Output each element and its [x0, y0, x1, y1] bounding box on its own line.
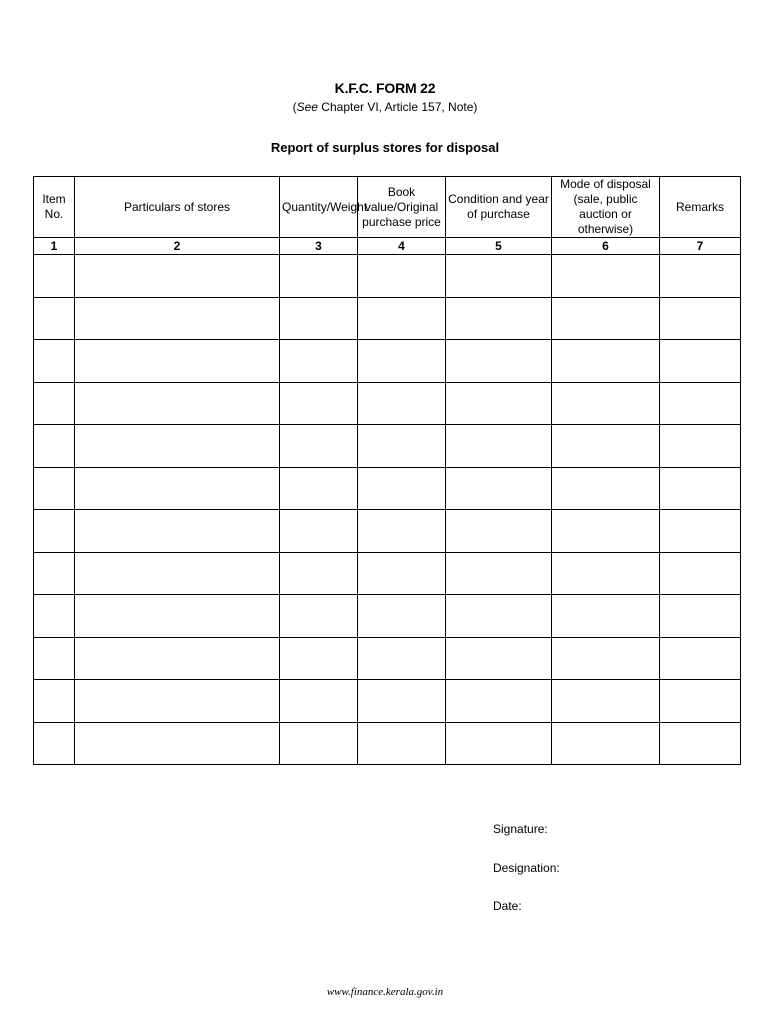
table-row [34, 255, 741, 298]
table-cell[interactable] [660, 382, 741, 425]
table-cell[interactable] [552, 340, 660, 383]
table-cell[interactable] [552, 637, 660, 680]
table-cell[interactable] [552, 510, 660, 553]
table-cell[interactable] [280, 637, 358, 680]
table-cell[interactable] [446, 340, 552, 383]
table-cell[interactable] [34, 297, 75, 340]
table-cell[interactable] [446, 297, 552, 340]
table-cell[interactable] [358, 637, 446, 680]
table-cell[interactable] [358, 297, 446, 340]
table-cell[interactable] [75, 467, 280, 510]
table-cell[interactable] [358, 510, 446, 553]
table-cell[interactable] [552, 595, 660, 638]
header-row [34, 177, 741, 238]
table-cell[interactable] [75, 340, 280, 383]
table-cell[interactable] [34, 552, 75, 595]
table-cell[interactable] [34, 425, 75, 468]
footer-url: www.finance.kerala.gov.in [326, 986, 444, 998]
table-cell[interactable] [34, 467, 75, 510]
table-cell[interactable] [75, 722, 280, 765]
table-row [34, 637, 741, 680]
table-row [34, 340, 741, 383]
table-cell[interactable] [552, 382, 660, 425]
table-cell[interactable] [660, 552, 741, 595]
table-cell[interactable] [446, 722, 552, 765]
table-cell[interactable] [280, 552, 358, 595]
table-cell[interactable] [552, 425, 660, 468]
table-cell[interactable] [34, 680, 75, 723]
surplus-stores-table [33, 176, 741, 765]
column-number: 1 [34, 238, 75, 255]
table-cell[interactable] [75, 297, 280, 340]
form-reference [0, 100, 770, 114]
signature-block [493, 822, 560, 938]
table-cell[interactable] [34, 340, 75, 383]
table-cell[interactable] [552, 297, 660, 340]
table-cell[interactable] [75, 255, 280, 298]
header-book-value: Book value/Original purchase price [358, 177, 446, 238]
table-cell[interactable] [280, 382, 358, 425]
table-cell[interactable] [660, 297, 741, 340]
table-cell[interactable] [358, 340, 446, 383]
table-cell[interactable] [358, 425, 446, 468]
table-cell[interactable] [280, 595, 358, 638]
table-cell[interactable] [660, 340, 741, 383]
table-cell[interactable] [446, 552, 552, 595]
table-cell[interactable] [34, 510, 75, 553]
table-cell[interactable] [280, 255, 358, 298]
form-reference-rest: Chapter VI, Article 157, Note) [317, 100, 478, 114]
table-cell[interactable] [660, 680, 741, 723]
table-cell[interactable] [34, 595, 75, 638]
table-row [34, 297, 741, 340]
column-number: 5 [446, 238, 552, 255]
column-number: 7 [660, 238, 741, 255]
table-cell[interactable] [446, 425, 552, 468]
table-cell[interactable] [75, 382, 280, 425]
column-number: 2 [75, 238, 280, 255]
table-cell[interactable] [75, 425, 280, 468]
table-cell[interactable] [280, 467, 358, 510]
header-item-no: Item No. [34, 177, 75, 238]
table-cell[interactable] [280, 425, 358, 468]
table-cell[interactable] [34, 637, 75, 680]
table-cell[interactable] [446, 595, 552, 638]
table-row [34, 552, 741, 595]
table-cell[interactable] [446, 467, 552, 510]
table-cell[interactable] [660, 637, 741, 680]
table-cell[interactable] [75, 595, 280, 638]
table-cell[interactable] [358, 595, 446, 638]
table-cell[interactable] [660, 425, 741, 468]
column-number: 6 [552, 238, 660, 255]
table-cell[interactable] [358, 552, 446, 595]
header-condition: Condition and year of purchase [446, 177, 552, 238]
table-body [34, 255, 741, 765]
table-row [34, 467, 741, 510]
form-reference-see: See [296, 100, 318, 114]
table-cell[interactable] [34, 382, 75, 425]
table-cell[interactable] [280, 722, 358, 765]
header-remarks: Remarks [660, 177, 741, 238]
column-number: 3 [280, 238, 358, 255]
table-cell[interactable] [34, 255, 75, 298]
table-cell[interactable] [446, 255, 552, 298]
table-cell[interactable] [280, 297, 358, 340]
table-cell[interactable] [446, 637, 552, 680]
table-cell[interactable] [280, 510, 358, 553]
table-cell[interactable] [75, 637, 280, 680]
table-row [34, 425, 741, 468]
table-cell[interactable] [552, 255, 660, 298]
table-row [34, 722, 741, 765]
table-cell[interactable] [358, 467, 446, 510]
table-cell[interactable] [660, 255, 741, 298]
table-row [34, 510, 741, 553]
table-cell[interactable] [552, 722, 660, 765]
designation-label: Designation: [493, 860, 560, 875]
header-quantity: Quantity/Weight [280, 177, 358, 238]
table-cell[interactable] [358, 382, 446, 425]
header-mode-of-disposal: Mode of disposal (sale, public auction or otherwise) [552, 177, 660, 238]
table-cell[interactable] [446, 510, 552, 553]
header-particulars: Particulars of stores [75, 177, 280, 238]
table-cell[interactable] [358, 722, 446, 765]
table-cell[interactable] [660, 510, 741, 553]
table-row [34, 382, 741, 425]
table-cell[interactable] [75, 510, 280, 553]
table-cell[interactable] [446, 382, 552, 425]
column-number-row [34, 238, 741, 255]
table-cell[interactable] [660, 467, 741, 510]
table-cell[interactable] [358, 680, 446, 723]
table-cell[interactable] [660, 595, 741, 638]
table-row [34, 595, 741, 638]
table-cell[interactable] [280, 680, 358, 723]
table-cell[interactable] [75, 552, 280, 595]
form-reference-open: ( [292, 100, 297, 114]
table-cell[interactable] [552, 552, 660, 595]
table-row [34, 680, 741, 723]
table-cell[interactable] [280, 340, 358, 383]
report-title: Report of surplus stores for disposal [270, 140, 500, 155]
signature-label: Signature: [493, 822, 548, 836]
table-cell[interactable] [75, 680, 280, 723]
table-cell[interactable] [34, 722, 75, 765]
form-title: K.F.C. FORM 22 [334, 80, 436, 96]
table-cell[interactable] [552, 467, 660, 510]
table-cell[interactable] [660, 722, 741, 765]
date-label: Date: [493, 899, 522, 913]
table-cell[interactable] [552, 680, 660, 723]
column-number: 4 [358, 238, 446, 255]
table-cell[interactable] [358, 255, 446, 298]
table-cell[interactable] [446, 680, 552, 723]
